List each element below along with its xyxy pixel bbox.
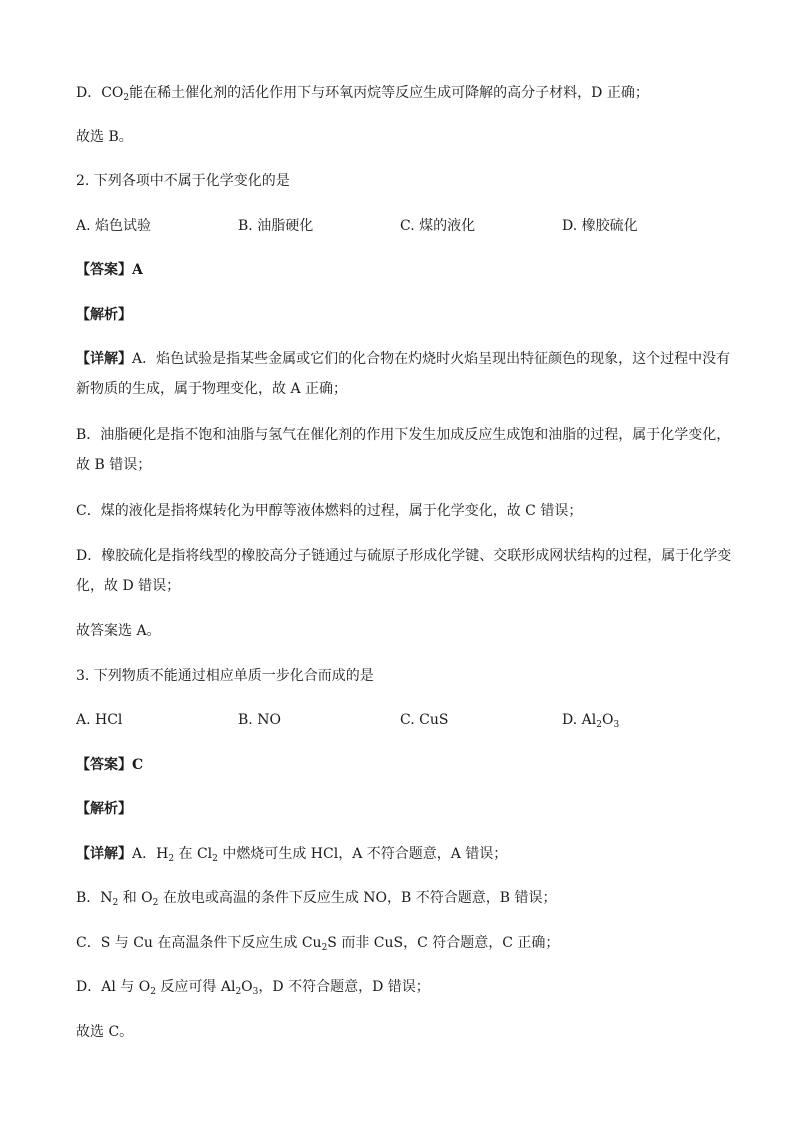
subscript-text: 2 xyxy=(152,898,159,908)
subscript-text: 3 xyxy=(252,987,259,997)
subscript-text: 2 xyxy=(212,854,218,864)
question-2-detail-line xyxy=(76,380,347,398)
text-segment: 反应可得 Al xyxy=(155,979,236,995)
text-segment: C．S 与 Cu 在高温条件下反应生成 Cu xyxy=(76,935,322,951)
question-2-answer xyxy=(76,261,143,279)
text-segment: 【解析】 xyxy=(76,307,132,323)
text-segment: C. 煤的液化 xyxy=(400,218,476,234)
subscript-text: 2 xyxy=(596,720,602,730)
text-segment: D. Al xyxy=(562,712,597,728)
text-segment: D. 橡胶硫化 xyxy=(562,218,638,234)
text-segment: B. 油脂硬化 xyxy=(238,218,314,234)
text-segment: 能在稀土催化剂的活化作用下与环氧丙烷等反应生成可降解的高分子材料，D 正确； xyxy=(129,85,649,101)
text-segment: 2. 下列各项中不属于化学变化的是 xyxy=(76,173,290,189)
text-segment: 和 O xyxy=(118,890,153,906)
question-3-detail-line xyxy=(76,934,559,952)
text-segment: O xyxy=(241,979,253,995)
question-2-detail-line xyxy=(76,350,730,368)
subscript-text: 2 xyxy=(321,943,328,953)
subscript-text: 2 xyxy=(123,93,130,103)
text-segment: S 而非 CuS，C 符合题意，C 正确； xyxy=(327,935,560,951)
text-segment: D．Al 与 O xyxy=(76,979,151,995)
text-segment: 在放电或高温的条件下反应生成 NO，B 不符合题意，B 错误； xyxy=(158,890,557,906)
text-segment: 【答案】C xyxy=(76,757,144,773)
text-segment: O xyxy=(601,712,614,728)
option-d-explanation-line xyxy=(76,84,649,102)
question-3-option-d xyxy=(562,711,619,729)
text-segment: 中燃烧可生成 HCl，A 不符合题意，A 错误； xyxy=(217,846,508,862)
text-segment: 【答案】A xyxy=(76,262,143,278)
subscript-text: 2 xyxy=(235,987,242,997)
text-segment: 【详解】 xyxy=(76,846,132,862)
text-segment: 3. 下列物质不能通过相应单质一步化合而成的是 xyxy=(76,668,374,684)
text-segment: B．N xyxy=(76,890,113,906)
conclusion-line xyxy=(76,128,133,146)
question-3-detail-line xyxy=(76,978,430,996)
text-segment: A. 焰色试验 xyxy=(76,218,152,234)
question-2-detail-line xyxy=(76,547,731,565)
text-segment: ，D 不符合题意，D 错误； xyxy=(258,979,430,995)
question-3-detail-line xyxy=(76,889,557,907)
subscript-text: 2 xyxy=(168,854,175,864)
question-2-option-d xyxy=(562,217,638,235)
question-3-conclusion xyxy=(76,1023,133,1041)
question-2-stem xyxy=(76,172,290,190)
text-segment: 【解析】 xyxy=(76,801,132,817)
subscript-text: 2 xyxy=(150,987,156,997)
text-segment: 在 Cl xyxy=(174,846,213,862)
question-3-stem xyxy=(76,667,374,685)
text-segment: B．油脂硬化是指不饱和油脂与氢气在催化剂的作用下发生加成反应生成饱和油脂的过程，属于化学变化， xyxy=(76,427,731,443)
subscript-text: 2 xyxy=(112,898,119,908)
text-segment: C．煤的液化是指将煤转化为甲醇等液体燃料的过程，属于化学变化，故 C 错误； xyxy=(76,503,583,519)
text-segment: A．H xyxy=(132,846,169,862)
question-3-answer xyxy=(76,756,143,774)
question-2-conclusion xyxy=(76,622,161,640)
question-3-analysis-heading xyxy=(76,800,132,818)
text-segment: B. NO xyxy=(238,712,281,728)
question-2-detail-line xyxy=(76,502,582,520)
question-2-detail-line xyxy=(76,577,180,595)
text-segment: 故 B 错误； xyxy=(76,457,152,473)
question-3-detail-line xyxy=(76,845,507,863)
question-3-option-c xyxy=(400,711,448,729)
question-2-analysis-heading xyxy=(76,306,132,324)
question-3-option-a xyxy=(76,711,122,729)
text-segment: D．橡胶硫化是指将线型的橡胶高分子链通过与硫原子形成化学键、交联形成网状结构的过程，属于化学变 xyxy=(76,548,732,564)
question-2-option-a xyxy=(76,217,151,235)
question-2-option-b xyxy=(238,217,313,235)
text-segment: C. CuS xyxy=(400,712,449,728)
text-segment: 化，故 D 错误； xyxy=(76,578,181,594)
subscript-text: 3 xyxy=(613,720,620,730)
question-3-option-b xyxy=(238,711,281,729)
text-segment: 故选 B。 xyxy=(76,129,133,145)
text-segment: A．焰色试验是指某些金属或它们的化合物在灼烧时火焰呈现出特征颜色的现象，这个过程中没有 xyxy=(132,351,731,367)
text-segment: 新物质的生成，属于物理变化，故 A 正确； xyxy=(76,381,348,397)
question-2-option-c xyxy=(400,217,475,235)
text-segment: 【详解】 xyxy=(76,351,132,367)
text-segment: 故选 C。 xyxy=(76,1024,134,1040)
question-2-detail-line xyxy=(76,456,151,474)
text-segment: 故答案选 A。 xyxy=(76,623,161,639)
question-2-detail-line xyxy=(76,426,730,444)
text-segment: D．CO xyxy=(76,85,124,101)
text-segment: A. HCl xyxy=(76,712,123,728)
